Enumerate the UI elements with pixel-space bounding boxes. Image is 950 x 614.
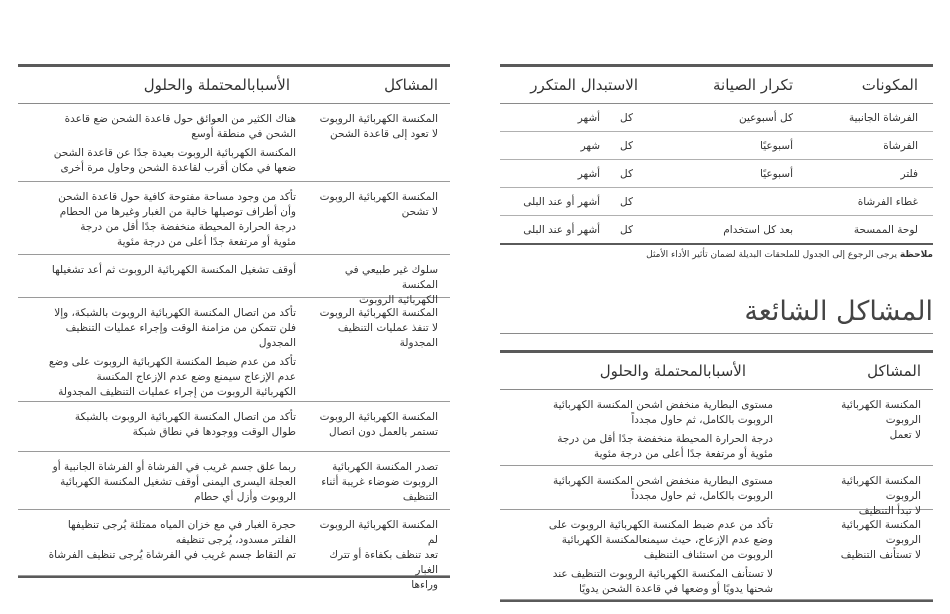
- table-row: [500, 466, 933, 517]
- solution-item: [549, 567, 773, 597]
- solution-line: الروبوت وأزل أي حطام: [194, 491, 296, 503]
- replacement-period: شهر: [580, 139, 601, 152]
- maintenance-body: [500, 104, 933, 244]
- maintenance-row: [500, 132, 933, 160]
- solution-line: حجرة الغبار في مع خزان المياه ممتلئة يُرجى تنظيفها: [67, 519, 296, 531]
- solution-line: طوال الوقت ووجودها في نطاق شبكة: [132, 426, 296, 438]
- table-body: [18, 104, 450, 591]
- component-name: فلتر: [900, 167, 918, 180]
- maintenance-frequency: أسبوعيًا: [760, 139, 793, 152]
- replacement-period: أشهر أو عند البلى: [523, 195, 601, 208]
- header-component: المكونات: [861, 76, 918, 94]
- solution-line: الروبوت بالكامل، ثم حاول مجدداً: [631, 490, 773, 502]
- maintenance-frequency: أسبوعيًا: [760, 167, 793, 180]
- problem-cell: [310, 190, 450, 254]
- common-problems-table: [500, 350, 933, 602]
- table-row: [18, 104, 450, 182]
- maintenance-row: [500, 160, 933, 188]
- solution-line: عدم الإزعاج سيمنع وضع عدم الإزعاج المكنسة: [96, 371, 296, 383]
- solution-line: وأن أطراف توصيلها خالية من الغبار وغيرها من الحطام: [59, 206, 296, 218]
- solution-line: المجدول: [258, 337, 296, 349]
- solution-item: [54, 112, 296, 142]
- solution-line: تأكد من اتصال المكنسة الكهربائية الروبوت بالشبكة، وإلا: [54, 307, 296, 319]
- problem-line: لا تعمل: [889, 429, 921, 441]
- problem-line: الكهربائية الروبوت: [359, 294, 438, 306]
- problem-line: لا تستأنف التنظيف: [840, 549, 921, 561]
- header-causes: الأسبابالمحتملة والحلول: [143, 76, 290, 94]
- problem-line: المكنسة الكهربائية الروبوت: [319, 307, 438, 319]
- maintenance-header: [500, 67, 933, 104]
- problem-line: وراءها: [411, 579, 438, 591]
- table-row: [18, 182, 450, 255]
- problem-line: سلوك غير طبيعي في المكنسة: [344, 264, 438, 291]
- solution-cell: [553, 398, 803, 465]
- replacement-every: كل: [620, 223, 633, 236]
- solution-item: [553, 432, 773, 462]
- header-causes: الأسبابالمحتملة والحلول: [599, 362, 746, 380]
- problem-cell: [310, 460, 450, 509]
- solution-cell: [75, 410, 310, 451]
- problem-cell: [310, 306, 450, 401]
- replacement-cell: [578, 112, 673, 124]
- maintenance-note: [500, 250, 933, 260]
- problem-line: لا تشحن: [401, 206, 438, 218]
- problem-line: المكنسة الكهربائية الروبوت: [319, 191, 438, 203]
- table-header: [500, 353, 933, 390]
- solution-cell: [553, 474, 803, 509]
- header-problems: المشاكل: [867, 362, 921, 380]
- solution-item: [553, 398, 773, 428]
- problem-line: المكنسة الكهربائية الروبوت: [319, 411, 438, 423]
- solution-line: شحنها يدويًا أو وضعها في قاعدة الشحن يدويًا: [579, 583, 773, 595]
- problem-cell: [803, 474, 933, 517]
- solution-item: [54, 146, 296, 176]
- solution-line: لا تستأنف المكنسة الكهربائية الروبوت التنظيف عند: [552, 568, 773, 580]
- table-row: [500, 510, 933, 600]
- problem-line: المكنسة الكهربائية الروبوت: [841, 399, 921, 426]
- header-replacement: الاستبدال المتكرر: [530, 76, 638, 94]
- solution-line: ربما علق جسم غريب في الفرشاة أو الفرشاة الجانبية أو: [52, 461, 296, 473]
- solution-line: تأكد من اتصال المكنسة الكهربائية الروبوت بالشبكة: [74, 411, 296, 423]
- table-row: [18, 510, 450, 591]
- component-name: لوحة الممسحة: [853, 223, 918, 236]
- troubleshooting-table-left: [18, 64, 450, 591]
- solution-cell: [53, 460, 310, 509]
- problem-cell: [310, 410, 450, 451]
- solution-line: مستوى البطارية منخفض اشحن المكنسة الكهربائية: [553, 475, 773, 487]
- solution-line: وضع عدم الإزعاج، حيث سيمنعالمكنسة الكهربائية: [561, 534, 773, 546]
- solution-item: [549, 518, 773, 563]
- solution-cell: [58, 190, 310, 254]
- replacement-cell: [581, 140, 673, 152]
- solution-line: فلن تتمكن من مزامنة الوقت وإجراء عمليات التنظيف: [65, 322, 296, 334]
- note-text: يرجى الرجوع إلى الجدول للملحقات البديلة لضمان تأثير الأداء الأمثل: [646, 250, 897, 260]
- problem-line: المكنسة الكهربائية الروبوت: [841, 519, 921, 546]
- solution-cell: [52, 263, 310, 297]
- solution-item: [52, 263, 296, 278]
- problem-cell: [310, 263, 450, 306]
- solution-line: العجلة اليسرى اليمنى أوقف تشغيل المكنسة الكهربائية: [60, 476, 296, 488]
- problem-line: المكنسة الكهربائية الروبوت لم: [319, 519, 438, 546]
- replacement-every: كل: [620, 111, 633, 124]
- replacement-every: كل: [620, 139, 633, 152]
- problem-line: تستمر بالعمل دون اتصال: [329, 426, 438, 438]
- problem-line: التنظيف: [402, 491, 438, 503]
- solution-line: الكهربائية الروبوت من إجراء عمليات التنظيف المجدولة: [58, 386, 296, 398]
- problem-line: تعد تنظف بكفاءة أو تترك الغبار: [329, 549, 438, 576]
- solution-item: [49, 355, 296, 400]
- maintenance-row: [500, 216, 933, 244]
- solution-line: مئوية أو مرتفعة جدًا أعلى من درجة مئوية: [593, 448, 773, 460]
- problem-line: المكنسة الكهربائية الروبوت: [841, 475, 921, 502]
- component-name: الفرشاة: [883, 139, 918, 152]
- solution-item: [49, 306, 296, 351]
- table-row: [500, 390, 933, 466]
- solution-line: تأكد من عدم ضبط المكنسة الكهربائية الروبوت على وضع: [48, 356, 296, 368]
- maintenance-table: [500, 64, 933, 260]
- solution-cell: [54, 112, 310, 181]
- solution-line: الفلتر مسدود، يُرجى تنظيفه: [175, 534, 296, 546]
- problem-line: تصدر المكنسة الكهربائية: [332, 461, 438, 473]
- solution-line: تم التقاط جسم غريب في الفرشاة يُرجى تنظيف الفرشاة: [48, 549, 296, 561]
- solution-item: [49, 518, 296, 563]
- solution-line: مستوى البطارية منخفض اشحن المكنسة الكهربائية: [553, 399, 773, 411]
- solution-line: هناك الكثير من العوائق حول قاعدة الشحن ضع قاعدة: [64, 113, 296, 125]
- solution-line: مئوية أو مرتفعة جدًا أعلى من درجة مئوية: [116, 236, 296, 248]
- maintenance-row: [500, 188, 933, 216]
- problem-cell: [310, 518, 450, 591]
- solution-line: الشحن في منطقة أوسع: [191, 128, 296, 140]
- solution-cell: [549, 518, 803, 599]
- maintenance-row: [500, 104, 933, 132]
- solution-line: درجة الحرارة المحيطة منخفضة جدًا أقل من درجة: [557, 433, 773, 445]
- replacement-every: كل: [620, 167, 633, 180]
- table-row: [18, 298, 450, 402]
- note-label: ملاحظة: [899, 250, 933, 260]
- solution-cell: [49, 518, 310, 575]
- problem-line: لا تبدأ التنظيف: [858, 505, 921, 517]
- problem-line: المكنسة الكهربائية الروبوت: [319, 113, 438, 125]
- problem-cell: [310, 112, 450, 181]
- table-row: [18, 452, 450, 510]
- replacement-period: أشهر: [577, 167, 601, 180]
- solution-line: أوقف تشغيل المكنسة الكهربائية الروبوت ثم أعد تشغيلها: [51, 264, 296, 276]
- header-problems: المشاكل: [384, 76, 438, 94]
- solution-line: المكنسة الكهربائية الروبوت بعيدة جدًا عن قاعدة الشحن: [53, 147, 296, 159]
- replacement-every: كل: [620, 195, 633, 208]
- solution-cell: [49, 306, 310, 401]
- replacement-cell: [523, 196, 673, 208]
- solution-line: الروبوت من استئناف التنظيف: [643, 549, 773, 561]
- maintenance-frequency: بعد كل استخدام: [723, 223, 793, 236]
- solution-line: درجة الحرارة المحيطة منخفضة جدًا أقل من درجة: [80, 221, 296, 233]
- problem-cell: [803, 518, 933, 599]
- solution-line: تأكد من وجود مساحة مفتوحة كافية حول قاعدة الشحن: [58, 191, 296, 203]
- solution-line: ضعها في مكان أقرب لقاعدة الشحن وحاول مرة أخرى: [60, 162, 296, 174]
- table-body: [500, 390, 933, 600]
- replacement-cell: [523, 224, 673, 236]
- problem-line: لا تنفذ عمليات التنظيف: [337, 322, 438, 334]
- component-name: غطاء الفرشاة: [857, 195, 918, 208]
- problem-line: الروبوت ضوضاء غريبة أثناء: [321, 476, 438, 488]
- replacement-cell: [578, 168, 673, 180]
- replacement-period: أشهر أو عند البلى: [523, 223, 601, 236]
- table-row: [18, 255, 450, 306]
- problem-line: لا تعود إلى قاعدة الشحن: [329, 128, 438, 140]
- table-header: [18, 67, 450, 104]
- problem-line: المجدولة: [399, 337, 438, 349]
- problem-cell: [803, 398, 933, 465]
- solution-line: الروبوت بالكامل، ثم حاول مجدداً: [631, 414, 773, 426]
- solution-item: [58, 190, 296, 250]
- solution-line: تأكد من عدم ضبط المكنسة الكهربائية الروبوت على: [548, 519, 773, 531]
- component-name: الفرشاة الجانبية: [848, 111, 918, 124]
- header-frequency: تكرار الصيانة: [713, 76, 793, 94]
- page-title: المشاكل الشائعة: [744, 296, 933, 327]
- solution-item: [75, 410, 296, 440]
- table-row: [18, 402, 450, 452]
- replacement-period: أشهر: [577, 111, 601, 124]
- solution-item: [53, 460, 296, 505]
- common-problems-title-wrap: [500, 296, 933, 334]
- maintenance-frequency: كل أسبوعين: [738, 111, 793, 124]
- solution-item: [553, 474, 773, 504]
